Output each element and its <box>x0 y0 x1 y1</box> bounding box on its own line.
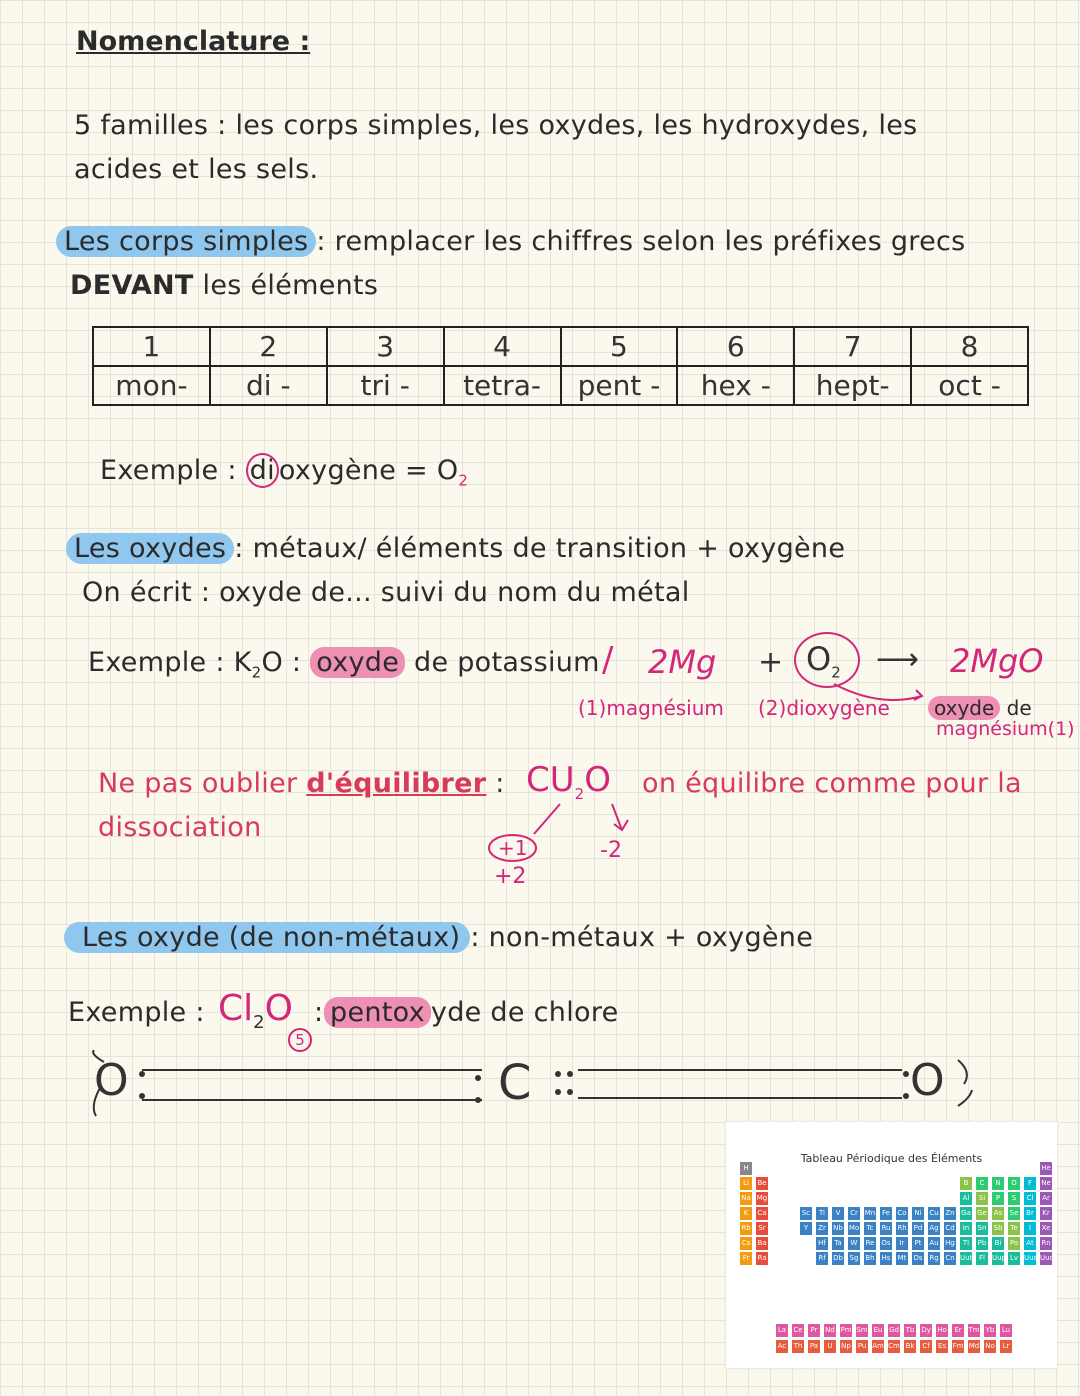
element-cell: V <box>832 1207 844 1220</box>
oxidation-arrows-icon <box>520 800 640 840</box>
element-cell: Re <box>864 1237 876 1250</box>
after-k: O : <box>261 647 302 678</box>
element-cell: Ce <box>792 1324 804 1337</box>
element-cell: Pt <box>912 1237 924 1250</box>
k-subscript: 2 <box>251 663 262 682</box>
balance-underlined: d'équilibrer <box>306 768 487 799</box>
element-cell: Db <box>832 1252 844 1265</box>
element-cell: Pu <box>856 1340 868 1353</box>
five-circle: 5 <box>288 1028 312 1052</box>
chlorine-rest: yde de chlore <box>430 997 619 1028</box>
element-cell: Hs <box>880 1252 892 1265</box>
formula-cl: Cl <box>218 988 254 1029</box>
simple-bodies-text-2: les éléments <box>193 270 379 301</box>
reactant-o2 <box>806 640 841 681</box>
product-mgo: 2MgO <box>950 642 1044 680</box>
prefix-number: 8 <box>911 327 1028 366</box>
element-cell: Se <box>1008 1207 1020 1220</box>
simple-bodies-line-2 <box>70 270 378 301</box>
element-cell: Lu <box>1000 1324 1012 1337</box>
element-cell: Eu <box>872 1324 884 1337</box>
element-cell: Mt <box>896 1252 908 1265</box>
families-line-2: acides et les sels. <box>74 154 319 185</box>
prefix-name: pent - <box>561 366 678 405</box>
dioxygen-rest: oxygène = O <box>278 455 459 486</box>
element-cell: B <box>960 1177 972 1190</box>
element-cell: Tc <box>864 1222 876 1235</box>
example-k-label: Exemple : K <box>88 647 252 678</box>
nonmetal-line <box>64 922 813 953</box>
prefix-name: mon- <box>93 366 210 405</box>
element-cell: Np <box>840 1340 852 1353</box>
balance-colon: : <box>486 768 505 799</box>
element-cell: Pb <box>976 1237 988 1250</box>
element-cell: Au <box>928 1237 940 1250</box>
nonmetal-label: Les oxyde (de non-métaux) <box>64 922 470 953</box>
element-cell: U <box>824 1340 836 1353</box>
element-cell: Tm <box>968 1324 980 1337</box>
plus-sign: + <box>758 645 784 680</box>
periodic-table-title: Tableau Périodique des Éléments <box>800 1152 983 1165</box>
element-cell: Es <box>936 1340 948 1353</box>
balance-line <box>98 768 505 799</box>
curved-arrow-icon <box>830 678 930 708</box>
reactant-mg: 2Mg <box>648 643 717 681</box>
element-cell: Ag <box>928 1222 940 1235</box>
element-cell: Rf <box>816 1252 828 1265</box>
element-cell: C <box>976 1177 988 1190</box>
prefix-name: di - <box>210 366 327 405</box>
element-cell: Uup <box>992 1252 1004 1265</box>
element-cell: Y <box>800 1222 812 1235</box>
prefix-number: 2 <box>210 327 327 366</box>
element-cell: Kr <box>1040 1207 1052 1220</box>
label-magnesium: (1)magnésium <box>578 696 724 720</box>
prefix-name: oct - <box>911 366 1028 405</box>
element-cell: Ni <box>912 1207 924 1220</box>
element-cell: Be <box>756 1177 768 1190</box>
element-cell: Lv <box>1008 1252 1020 1265</box>
prefix-number: 6 <box>677 327 794 366</box>
element-cell: Nd <box>824 1324 836 1337</box>
element-cell: In <box>960 1222 972 1235</box>
chlorine-name <box>324 997 619 1028</box>
element-cell: Pr <box>808 1324 820 1337</box>
element-cell: Si <box>976 1192 988 1205</box>
element-cell: Sb <box>992 1222 1004 1235</box>
prefix-name: tri - <box>327 366 444 405</box>
prefix-number: 3 <box>327 327 444 366</box>
element-cell: He <box>1040 1162 1052 1175</box>
element-cell: O <box>1008 1177 1020 1190</box>
element-cell: Ru <box>880 1222 892 1235</box>
element-cell: Mn <box>864 1207 876 1220</box>
element-cell: Cr <box>848 1207 860 1220</box>
element-cell: I <box>1024 1222 1036 1235</box>
element-cell: Cd <box>944 1222 956 1235</box>
oxides-line-2: On écrit : oxyde de... suivi du nom du métal <box>82 577 690 608</box>
element-cell: Ho <box>936 1324 948 1337</box>
element-cell: Ta <box>832 1237 844 1250</box>
element-cell: As <box>992 1207 1004 1220</box>
label-product <box>928 696 1032 720</box>
label-dioxygen: (2)dioxygène <box>758 696 890 720</box>
element-cell: Ds <box>912 1252 924 1265</box>
prefix-numbers-row <box>93 327 1028 366</box>
potassium-rest: de potassium <box>405 647 600 678</box>
formula-o: O <box>584 760 611 800</box>
element-cell: Os <box>880 1237 892 1250</box>
families-line-1: 5 familles : les corps simples, les oxydes, les hydroxydes, les <box>74 110 918 141</box>
element-cell: Uus <box>1024 1252 1036 1265</box>
element-cell: Uut <box>960 1252 972 1265</box>
element-cell: Er <box>952 1324 964 1337</box>
formula-o-2: O <box>264 988 293 1029</box>
element-cell: Al <box>960 1192 972 1205</box>
element-cell: Ir <box>896 1237 908 1250</box>
balance-text-2: on équilibre comme pour la <box>642 768 1022 799</box>
element-cell: Dy <box>920 1324 932 1337</box>
element-cell: Lr <box>1000 1340 1012 1353</box>
page-title: Nomenclature : <box>76 26 311 57</box>
oxides-line <box>66 533 845 564</box>
lewis-o-right: O <box>910 1055 945 1106</box>
element-cell: Rg <box>928 1252 940 1265</box>
element-cell: Th <box>792 1340 804 1353</box>
element-cell: Ge <box>976 1207 988 1220</box>
prefix-name: tetra- <box>444 366 561 405</box>
label-product-hl: oxyde <box>928 696 1000 720</box>
element-cell: Bh <box>864 1252 876 1265</box>
element-cell: N <box>992 1177 1004 1190</box>
element-cell: Hg <box>944 1237 956 1250</box>
label-product-line-2: magnésium(1) <box>936 718 1075 740</box>
element-cell: Mo <box>848 1222 860 1235</box>
element-cell: Rn <box>1040 1237 1052 1250</box>
oxidation-minus2: -2 <box>600 838 622 863</box>
element-cell: Fl <box>976 1252 988 1265</box>
label-product-rest: de <box>1000 696 1032 720</box>
oxidation-plus2: +2 <box>494 864 527 889</box>
element-cell: Gd <box>888 1324 900 1337</box>
formula-cu2o <box>526 760 611 803</box>
simple-bodies-text: : remplacer les chiffres selon les préfixes grecs <box>316 226 966 257</box>
prefix-table <box>92 326 1029 406</box>
element-cell: Xe <box>1040 1222 1052 1235</box>
prefix-names-row <box>93 366 1028 405</box>
element-cell: Tb <box>904 1324 916 1337</box>
element-cell: Fr <box>740 1252 752 1265</box>
element-cell: Rh <box>896 1222 908 1235</box>
element-cell: Co <box>896 1207 908 1220</box>
element-cell: Cm <box>888 1340 900 1353</box>
element-cell: F <box>1024 1177 1036 1190</box>
element-cell: Na <box>740 1192 752 1205</box>
element-cell: Te <box>1008 1222 1020 1235</box>
element-cell: Yb <box>984 1324 996 1337</box>
element-cell: Sc <box>800 1207 812 1220</box>
element-cell: Ba <box>756 1237 768 1250</box>
prefix-number: 5 <box>561 327 678 366</box>
element-cell: Pd <box>912 1222 924 1235</box>
formula-cl-sub: 2 <box>253 1012 265 1034</box>
lewis-bonds-icon <box>80 1050 980 1120</box>
prefix-number: 1 <box>93 327 210 366</box>
element-cell: Tl <box>960 1237 972 1250</box>
element-cell: Sg <box>848 1252 860 1265</box>
element-cell: No <box>984 1340 996 1353</box>
element-cell: Md <box>968 1340 980 1353</box>
element-cell: Ti <box>816 1207 828 1220</box>
oxidation-plus1: +1 <box>488 834 537 862</box>
element-cell: La <box>776 1324 788 1337</box>
element-cell: Fm <box>952 1340 964 1353</box>
o2-sub: 2 <box>831 663 841 682</box>
element-cell: Zr <box>816 1222 828 1235</box>
element-cell: Li <box>740 1177 752 1190</box>
element-cell: Ar <box>1040 1192 1052 1205</box>
element-cell: Cf <box>920 1340 932 1353</box>
prefix-number: 7 <box>794 327 911 366</box>
reaction-arrow: ⟶ <box>876 642 920 677</box>
devant-word: DEVANT <box>70 270 194 301</box>
element-cell: Ra <box>756 1252 768 1265</box>
element-cell: Am <box>872 1340 884 1353</box>
element-cell: W <box>848 1237 860 1250</box>
periodic-table-image <box>726 1122 1057 1368</box>
element-cell: Po <box>1008 1237 1020 1250</box>
element-cell: Bk <box>904 1340 916 1353</box>
balance-text: Ne pas oublier <box>98 768 307 799</box>
example-label: Exemple : <box>100 455 237 486</box>
element-cell: Mg <box>756 1192 768 1205</box>
element-cell: Ga <box>960 1207 972 1220</box>
element-cell: Ne <box>1040 1177 1052 1190</box>
simple-bodies-line <box>56 226 966 257</box>
prefix-name: hex - <box>677 366 794 405</box>
example-chlorine-label: Exemple : <box>68 997 205 1028</box>
element-cell: Fe <box>880 1207 892 1220</box>
example-potassium <box>88 647 600 681</box>
element-cell: Sm <box>856 1324 868 1337</box>
element-cell: K <box>740 1207 752 1220</box>
o2-letter: O <box>806 640 832 678</box>
element-cell: Br <box>1024 1207 1036 1220</box>
lewis-o-left: O <box>94 1055 129 1106</box>
element-cell: Ca <box>756 1207 768 1220</box>
example3-colon: : <box>314 997 324 1028</box>
element-cell: Nb <box>832 1222 844 1235</box>
element-cell: Pa <box>808 1340 820 1353</box>
oxyde-highlight: oxyde <box>310 647 405 678</box>
oxides-text: : métaux/ éléments de transition + oxygène <box>234 533 846 564</box>
element-cell: S <box>1008 1192 1020 1205</box>
element-cell: Cl <box>1024 1192 1036 1205</box>
pentox-highlight: pentox <box>324 997 431 1028</box>
element-cell: Hf <box>816 1237 828 1250</box>
element-cell: H <box>740 1162 752 1175</box>
element-cell: At <box>1024 1237 1036 1250</box>
element-cell: Sr <box>756 1222 768 1235</box>
element-cell: Cs <box>740 1237 752 1250</box>
element-cell: Rb <box>740 1222 752 1235</box>
element-cell: Uuo <box>1040 1252 1052 1265</box>
o2-subscript: 2 <box>458 471 469 490</box>
formula-cu: CU <box>526 760 575 800</box>
lewis-c-center: C <box>498 1055 532 1111</box>
element-cell: P <box>992 1192 1004 1205</box>
oxides-label: Les oxydes <box>66 533 234 564</box>
nonmetal-text: : non-métaux + oxygène <box>470 922 814 953</box>
element-cell: Sn <box>976 1222 988 1235</box>
simple-bodies-label: Les corps simples <box>56 226 316 257</box>
formula-cu-sub: 2 <box>574 784 585 803</box>
element-cell: Bi <box>992 1237 1004 1250</box>
circled-prefix: di <box>246 453 279 488</box>
element-cell: Cu <box>928 1207 940 1220</box>
element-cell: Cn <box>944 1252 956 1265</box>
element-cell: Ac <box>776 1340 788 1353</box>
element-cell: Zn <box>944 1207 956 1220</box>
prefix-number: 4 <box>444 327 561 366</box>
element-cell: Pm <box>840 1324 852 1337</box>
example-dioxygen <box>100 455 468 489</box>
slash: / <box>602 640 614 680</box>
balance-line-2: dissociation <box>98 812 262 843</box>
formula-cl2o5 <box>218 988 293 1033</box>
prefix-name: hept- <box>794 366 911 405</box>
